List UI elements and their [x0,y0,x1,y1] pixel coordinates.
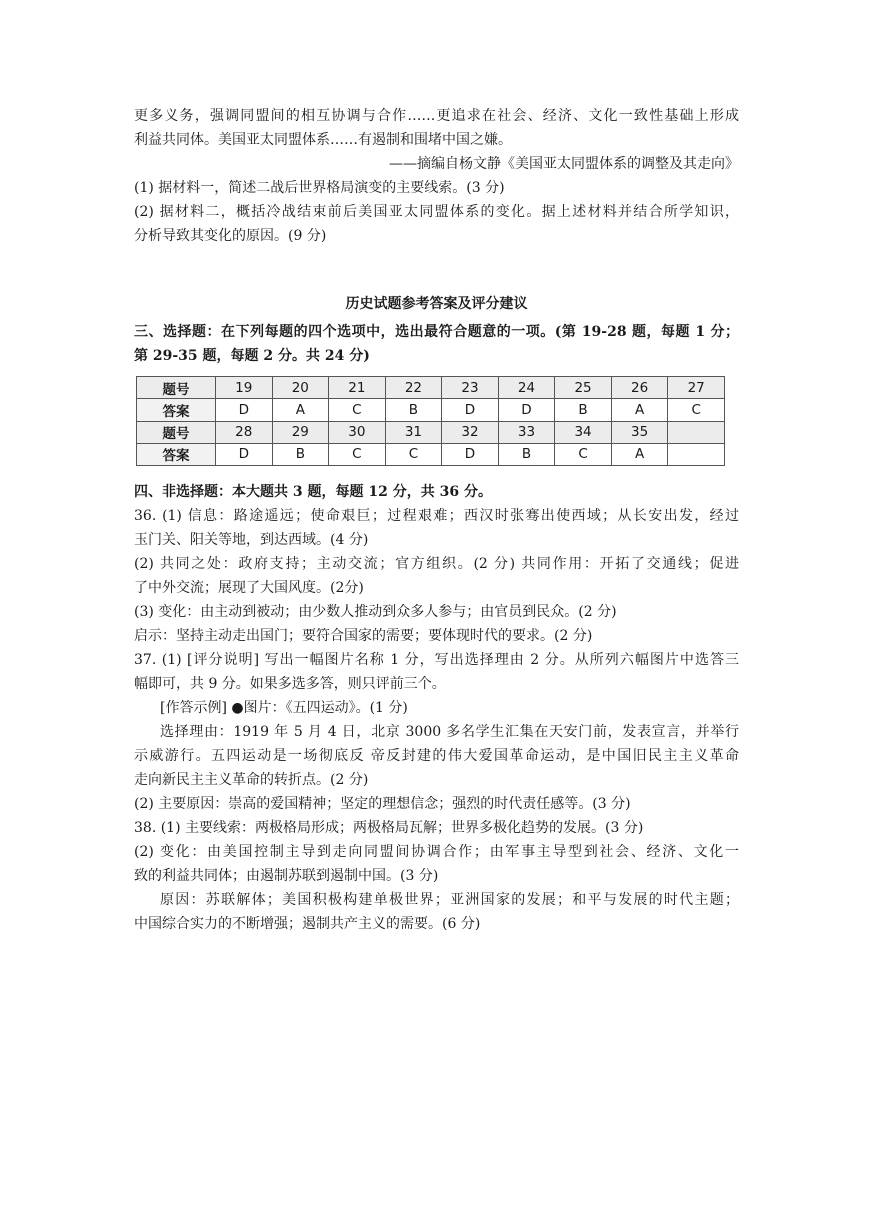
section3-heading-cont: 第 29-35 题，每题 2 分。共 24 分) [134,348,370,364]
table-cell: D [498,399,555,421]
table-cell: 22 [385,377,442,399]
table-cell: D [442,443,499,465]
table-cell: C [668,399,725,421]
answer-line: (2) 变化：由美国控制主导到走向同盟间协调合作；由军事主导型到社会、经济、文化一 [134,844,739,860]
table-cell: B [272,443,329,465]
question-1: (1) 据材料一，简述二战后世界格局演变的主要线索。(3 分) [134,180,505,196]
table-cell: A [611,399,668,421]
answer-line: 走向新民主主义革命的转折点。(2 分) [134,772,369,788]
table-cell: C [329,443,386,465]
table-cell: D [442,399,499,421]
table-cell: 30 [329,421,386,443]
table-cell [668,421,725,443]
table-cell: 20 [272,377,329,399]
answer-line: 37. (1) [评分说明] 写出一幅图片名称 1 分，写出选择理由 2 分。从所列六幅图片中选答三 [134,652,739,668]
answer-line: 了中外交流；展现了大国风度。(2分) [134,580,364,596]
table-cell [668,443,725,465]
material-text-line: 更多义务，强调同盟间的相互协调与合作……更追求在社会、经济、文化一致性基础上形成 [134,108,739,124]
table-cell: 34 [555,421,612,443]
answer-line: (2) 共同之处：政府支持；主动交流；官方组织。(2 分) 共同作用：开拓了交通线；促进 [134,556,739,572]
answer-line: (2) 主要原因：崇高的爱国精神；坚定的理想信念；强烈的时代责任感等。(3 分) [134,796,631,812]
material-text-line: 利益共同体。美国亚太同盟体系……有遏制和围堵中国之嫌。 [134,132,512,148]
table-cell: 33 [498,421,555,443]
table-row [137,377,725,399]
table-cell: B [385,399,442,421]
table-cell: A [611,443,668,465]
table-cell: 21 [329,377,386,399]
question-2: (2) 据材料二，概括冷战结束前后美国亚太同盟体系的变化。据上述材料并结合所学知识， [134,204,739,220]
question-2-cont: 分析导致其变化的原因。(9 分) [134,228,327,244]
answer-line: 致的利益共同体；由遏制苏联到遏制中国。(3 分) [134,868,439,884]
answer-line: 幅即可，共 9 分。如果多选多答，则只评前三个。 [134,676,446,692]
section4-heading: 四、非选择题：本大题共 3 题，每题 12 分，共 36 分。 [134,484,492,500]
answer-line: 启示：坚持主动走出国门；要符合国家的需要；要体现时代的要求。(2 分) [134,628,593,644]
table-cell: C [555,443,612,465]
answer-line: (3) 变化：由主动到被动；由少数人推动到众多人参与；由官员到民众。(2 分) [134,604,617,620]
table-cell: 31 [385,421,442,443]
material-source: ——摘编自杨文静《美国亚太同盟体系的调整及其走向》 [389,156,739,172]
row-label: 答案 [137,443,216,465]
table-cell: 24 [498,377,555,399]
section3-heading: 三、选择题：在下列每题的四个选项中，选出最符合题意的一项。(第 19-28 题，每题 1 分； [134,324,739,340]
table-cell: 26 [611,377,668,399]
answer-table [136,376,725,466]
row-label: 题号 [137,421,216,443]
table-row [137,421,725,443]
table-cell: 28 [216,421,273,443]
table-cell: 25 [555,377,612,399]
table-cell: C [385,443,442,465]
table-cell: 32 [442,421,499,443]
table-cell: C [329,399,386,421]
answer-line: 原因：苏联解体；美国积极构建单极世界；亚洲国家的发展；和平与发展的时代主题； [160,892,739,908]
answer-line: 玉门关、阳关等地，到达西域。(4 分) [134,532,369,548]
answer-line: 36. (1) 信息：路途遥远；使命艰巨；过程艰难；西汉时张骞出使西域；从长安出发，经过 [134,508,739,524]
answer-line: 38. (1) 主要线索：两极格局形成；两极格局瓦解；世界多极化趋势的发展。(3 分) [134,820,644,836]
table-cell: 19 [216,377,273,399]
table-cell: 27 [668,377,725,399]
table-cell: B [555,399,612,421]
table-cell: 35 [611,421,668,443]
table-cell: 23 [442,377,499,399]
answer-title: 历史试题参考答案及评分建议 [345,296,528,312]
table-cell: D [216,443,273,465]
answer-line: 选择理由：1919 年 5 月 4 日，北京 3000 多名学生汇集在天安门前，发表宣言，并举行 [160,724,739,740]
table-cell: 29 [272,421,329,443]
row-label: 题号 [137,377,216,399]
table-cell: D [216,399,273,421]
answer-line: 中国综合实力的不断增强；遏制共产主义的需要。(6 分) [134,916,481,932]
table-cell: B [498,443,555,465]
row-label: 答案 [137,399,216,421]
table-cell: A [272,399,329,421]
table-row [137,443,725,465]
answer-line: [作答示例] ●图片：《五四运动》。(1 分) [160,700,408,716]
table-row [137,399,725,421]
answer-line: 示威游行。五四运动是一场彻底反 帝反封建的伟大爱国革命运动，是中国旧民主主义革命 [134,748,739,764]
